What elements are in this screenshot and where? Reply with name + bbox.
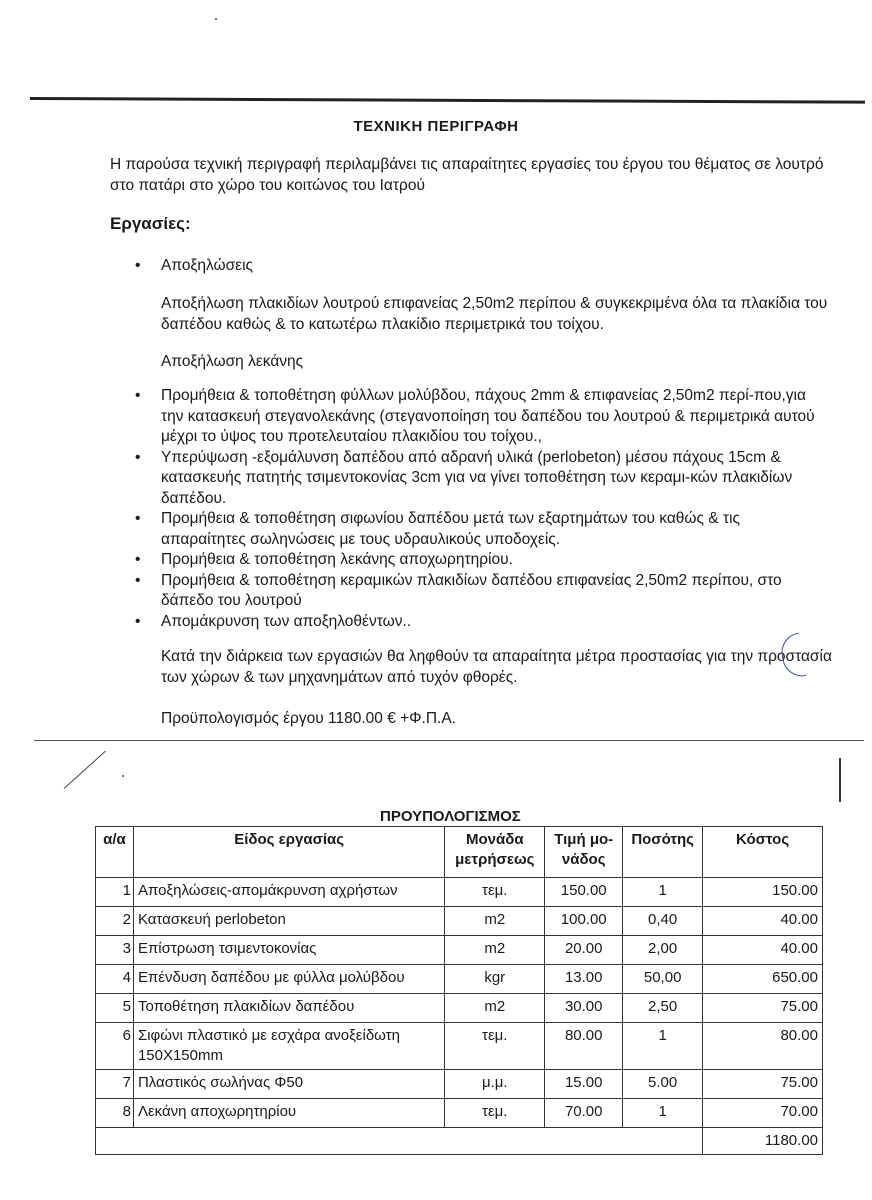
- row-index: 7: [96, 1070, 134, 1099]
- row-qty: 50,00: [623, 965, 703, 994]
- row-price: 30.00: [545, 994, 623, 1023]
- list-item: • Απομάκρυνση των αποξηλοθέντων..: [133, 612, 823, 633]
- row-unit: τεμ.: [445, 1023, 545, 1070]
- tile-removal-text: Αποξήλωση πλακιδίων λουτρού επιφανείας 2,50m2 περίπου & συγκεκριμένα όλα τα πλακίδια του δαπέδου καθώς & το κατωτέρω πλακίδιο περιμετρικά του τοίχου.: [161, 295, 828, 333]
- total-label-cell: [96, 1128, 703, 1155]
- row-index: 5: [96, 994, 134, 1023]
- row-qty: 1: [623, 1023, 703, 1070]
- table-row: [96, 936, 823, 965]
- table-row: [96, 1023, 823, 1070]
- row-price: 20.00: [545, 936, 623, 965]
- row-qty: 2,50: [623, 994, 703, 1023]
- closing-paragraph: Κατά την διάρκεια των εργασιών θα ληφθούν τα απαραίτητα μέτρα προστασίας για την προστασία των χώρων & των μηχανημάτων από τυχόν φθορές.: [161, 648, 832, 686]
- total-row: [96, 1128, 823, 1155]
- list-item: • Αποξηλώσεις: [133, 256, 823, 277]
- row-unit: τεμ.: [445, 878, 545, 907]
- row-unit: m2: [445, 907, 545, 936]
- row-unit: μ.μ.: [445, 1070, 545, 1099]
- row-work: Κατασκευή perlobeton: [133, 907, 444, 936]
- row-work: Λεκάνη αποχωρητηρίου: [133, 1099, 444, 1128]
- basin-removal-text: Αποξήλωση λεκάνης: [161, 353, 304, 370]
- list-item: • Προμήθεια & τοποθέτηση φύλλων μολύβδου, πάχους 2mm & επιφανείας 2,50m2 περί-που,για την κατασκευή στεγανολεκάνης (στεγανοποίηση του δαπέδου του λουτρού & περιμετρικά αυτού μέχρι το ύψος του προτελευταίου πλακιδίου του τοίχου.,: [133, 386, 823, 448]
- row-cost: 40.00: [703, 936, 823, 965]
- row-qty: 2,00: [623, 936, 703, 965]
- demolition-list: [133, 256, 823, 277]
- row-qty: 5.00: [623, 1070, 703, 1099]
- row-index: 6: [96, 1023, 134, 1070]
- row-index: 2: [96, 907, 134, 936]
- budget-table: [95, 826, 823, 1155]
- row-qty: 0,40: [623, 907, 703, 936]
- table-row: [96, 965, 823, 994]
- list-item: • Υπερύψωση -εξομάλυνση δαπέδου από αδρανή υλικά (perlobeton) μέσου πάχους 15cm & κατασκευής πατητής τσιμεντοκονίας 3cm για να γίνει τοποθέτηση των κεραμι-κών πλακιδίων δαπέδου.: [133, 448, 823, 510]
- row-unit: kgr: [445, 965, 545, 994]
- row-qty: 1: [623, 1099, 703, 1128]
- table-header-row: [96, 827, 823, 878]
- row-index: 4: [96, 965, 134, 994]
- row-unit: τεμ.: [445, 1099, 545, 1128]
- table-row: [96, 1099, 823, 1128]
- task-list: [133, 386, 823, 632]
- header-unit: Μονάδα μετρήσεως: [445, 827, 545, 878]
- row-unit: m2: [445, 936, 545, 965]
- tasks-heading: Εργασίες:: [110, 214, 191, 233]
- row-price: 80.00: [545, 1023, 623, 1070]
- row-work: Πλαστικός σωλήνας Φ50: [133, 1070, 444, 1099]
- pen-mark-bar: [839, 758, 841, 802]
- pen-mark-slash: [64, 751, 106, 789]
- scan-speck: [215, 18, 217, 20]
- row-index: 8: [96, 1099, 134, 1128]
- row-work: Τοποθέτηση πλακιδίων δαπέδου: [133, 994, 444, 1023]
- list-item: • Προμήθεια & τοποθέτηση κεραμικών πλακιδίων δαπέδου επιφανείας 2,50m2 περίπου, στο δάπεδο του λουτρού: [133, 571, 823, 612]
- table-row: [96, 994, 823, 1023]
- header-qty: Ποσότης: [623, 827, 703, 878]
- total-cost: 1180.00: [703, 1128, 823, 1155]
- row-index: 3: [96, 936, 134, 965]
- intro-paragraph: Η παρούσα τεχνική περιγραφή περιλαμβάνει τις απαραίτητες εργασίες του έργου του θέματος σε λουτρό στο πατάρι στο χώρο του κοιτώνος του Ιατρού: [110, 156, 824, 194]
- row-work: Αποξηλώσεις-απομάκρυνση αχρήστων: [133, 878, 444, 907]
- document-title: ΤΕΧΝΙΚΗ ΠΕΡΙΓΡΑΦΗ: [353, 118, 519, 135]
- row-price: 15.00: [545, 1070, 623, 1099]
- scan-top-rule: [30, 97, 865, 104]
- scan-speck: [122, 775, 124, 777]
- row-cost: 75.00: [703, 994, 823, 1023]
- list-item: • Προμήθεια & τοποθέτηση λεκάνης αποχωρητηρίου.: [133, 550, 823, 571]
- row-cost: 650.00: [703, 965, 823, 994]
- budget-summary: Προϋπολογισμός έργου 1180.00 € +Φ.Π.Α.: [161, 710, 456, 727]
- header-work: Είδος εργασίας: [133, 827, 444, 878]
- list-item: • Προμήθεια & τοποθέτηση σιφωνίου δαπέδου μετά των εξαρτημάτων του καθώς & τις απαραίτητες σωληνώσεις με τους υδραυλικούς υποδοχείς.: [133, 509, 823, 550]
- row-price: 100.00: [545, 907, 623, 936]
- budget-body: [96, 878, 823, 1155]
- table-row: [96, 1070, 823, 1099]
- header-cost: Κόστος: [703, 827, 823, 878]
- header-index: α/α: [96, 827, 134, 878]
- row-cost: 70.00: [703, 1099, 823, 1128]
- row-work: Επίστρωση τσιμεντοκονίας: [133, 936, 444, 965]
- row-price: 150.00: [545, 878, 623, 907]
- row-price: 70.00: [545, 1099, 623, 1128]
- table-row: [96, 878, 823, 907]
- header-price: Τιμή μο-νάδος: [545, 827, 623, 878]
- row-qty: 1: [623, 878, 703, 907]
- row-price: 13.00: [545, 965, 623, 994]
- row-cost: 75.00: [703, 1070, 823, 1099]
- row-work: Σιφώνι πλαστικό με εσχάρα ανοξείδωτη 150Χ150mm: [133, 1023, 444, 1070]
- row-cost: 40.00: [703, 907, 823, 936]
- row-cost: 150.00: [703, 878, 823, 907]
- table-row: [96, 907, 823, 936]
- row-work: Επένδυση δαπέδου με φύλλα μολύβδου: [133, 965, 444, 994]
- budget-title: ΠΡΟΥΠΟΛΟΓΙΣΜΟΣ: [380, 808, 521, 825]
- row-cost: 80.00: [703, 1023, 823, 1070]
- row-unit: m2: [445, 994, 545, 1023]
- row-index: 1: [96, 878, 134, 907]
- scan-mid-rule: [34, 740, 864, 741]
